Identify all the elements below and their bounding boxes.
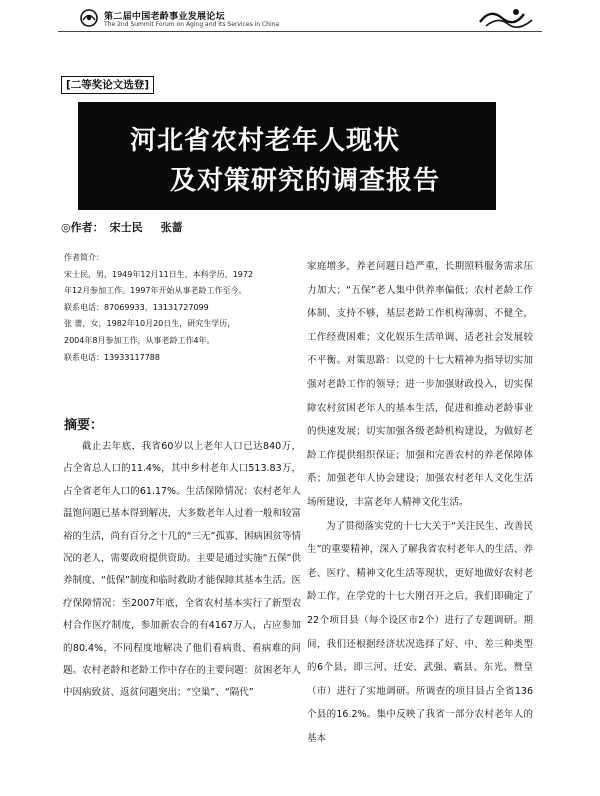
bio-line: 年12月参加工作。1997年开始从事老龄工作至今。 <box>64 286 247 296</box>
article-title-line-1: 河北省农村老年人现状 <box>130 126 401 156</box>
bio-line: 联系电话：13933117788 <box>64 352 160 362</box>
running-header <box>0 0 600 36</box>
left-column <box>63 436 301 705</box>
bio-line: 张 蔷，女，1982年10月20日生，研究生学历， <box>64 319 236 329</box>
author-prefix: ◎作者： <box>61 221 104 234</box>
abstract-continuation: 家庭增多，养老问题日趋严重，长期照料服务需求压力加大；“五保”老人集中供养率偏低；农村老龄工作体制、支持不够，基层老龄工作机构薄弱、不健全，工作经费困难；文化娱乐生活单调、适老社会发展较不平衡。对策思路：以党的十七大精神为指导切实加强对老龄工作的领导；进一步加强财政投入，切实保障农村贫困老年人的基本生活，促进和推动老龄事业的快速发展；切实加强各级老龄机构建设，为做好老龄工作提供组织保证；加强和完善农村的养老保障体系；加强老年人协会建设；加强农村老年人文化生活场所建设，丰富老年人精神文化生活。 <box>307 261 533 508</box>
abstract-paragraph: 截止去年底，我省60岁以上老年人口已达840万，占全省总人口的11.4%，其中乡村老年人口513.83万，占全省老年人口的61.17%。生活保障情况：农村老年人温饱问题已基本得到解决，大多数老年人过着一般和较富裕的生活，尚有百分之十几的“三无”孤寡、困病困贫等情况的老人，需要政府提供资助。主要是通过实施“五保”供养制度、“低保”制度和临时救助才能保障其基本生活。医疗保障情况：至2007年底，全省农村基本实行了新型农村合作医疗制度，参加新农合的有4167万人，占应参加的80.4%，不同程度地解决了他们看病贵、看病难的问题。农村老龄和老龄工作中存在的主要问题：贫困老年人中因病致贫、返贫问题突出；“空巢”、“隔代” <box>63 441 301 699</box>
right-column <box>307 255 533 750</box>
forum-logo-icon <box>78 8 100 28</box>
bio-line: 联系电话：87069933，13131727099 <box>64 302 209 312</box>
bio-heading: 作者简介： <box>64 253 104 262</box>
body-paragraph: 为了贯彻落实党的十七大关于“关注民生、改善民生”的重要精神，深入了解我省农村老年人的生活、养老、医疗、精神文化生活等现状，更好地做好农村老龄工作，在学党的十七大刚召开之后，我们即确定了22个项目县（每个设区市2个）进行了专题调研。期间，我们还根据经济状况选择了好、中、差三种类型的6个县，即三河、迁安、武强、霸县、东光、赞皇（市）进行了实地调研。所调查的项目县占全省136个县的16.2%。集中反映了我省一部分农村老年人的基本 <box>307 520 533 744</box>
decorative-swirl-icon <box>476 4 538 30</box>
bio-line: 宋士民，男，1949年12月11日生，本科学历，1972 <box>64 269 254 279</box>
conference-title-en: The 2nd Summit Forum on Aging and Its Services in China <box>104 21 280 28</box>
author-name-2: 张蔷 <box>160 221 183 234</box>
conference-title-cn: 第二届中国老龄事业发展论坛 <box>104 12 225 22</box>
title-band <box>78 102 496 210</box>
abstract-heading: 摘要： <box>64 418 104 433</box>
header-rule <box>58 31 542 32</box>
author-name-1: 宋士民 <box>109 221 143 234</box>
author-line <box>61 219 183 235</box>
section-badge: [二等奖论文选登] <box>61 76 154 94</box>
article-title-line-2: 及对策研究的调查报告 <box>170 166 441 196</box>
bio-line: 2004年8月参加工作，从事老龄工作4年。 <box>64 335 215 345</box>
author-bio <box>64 250 300 366</box>
